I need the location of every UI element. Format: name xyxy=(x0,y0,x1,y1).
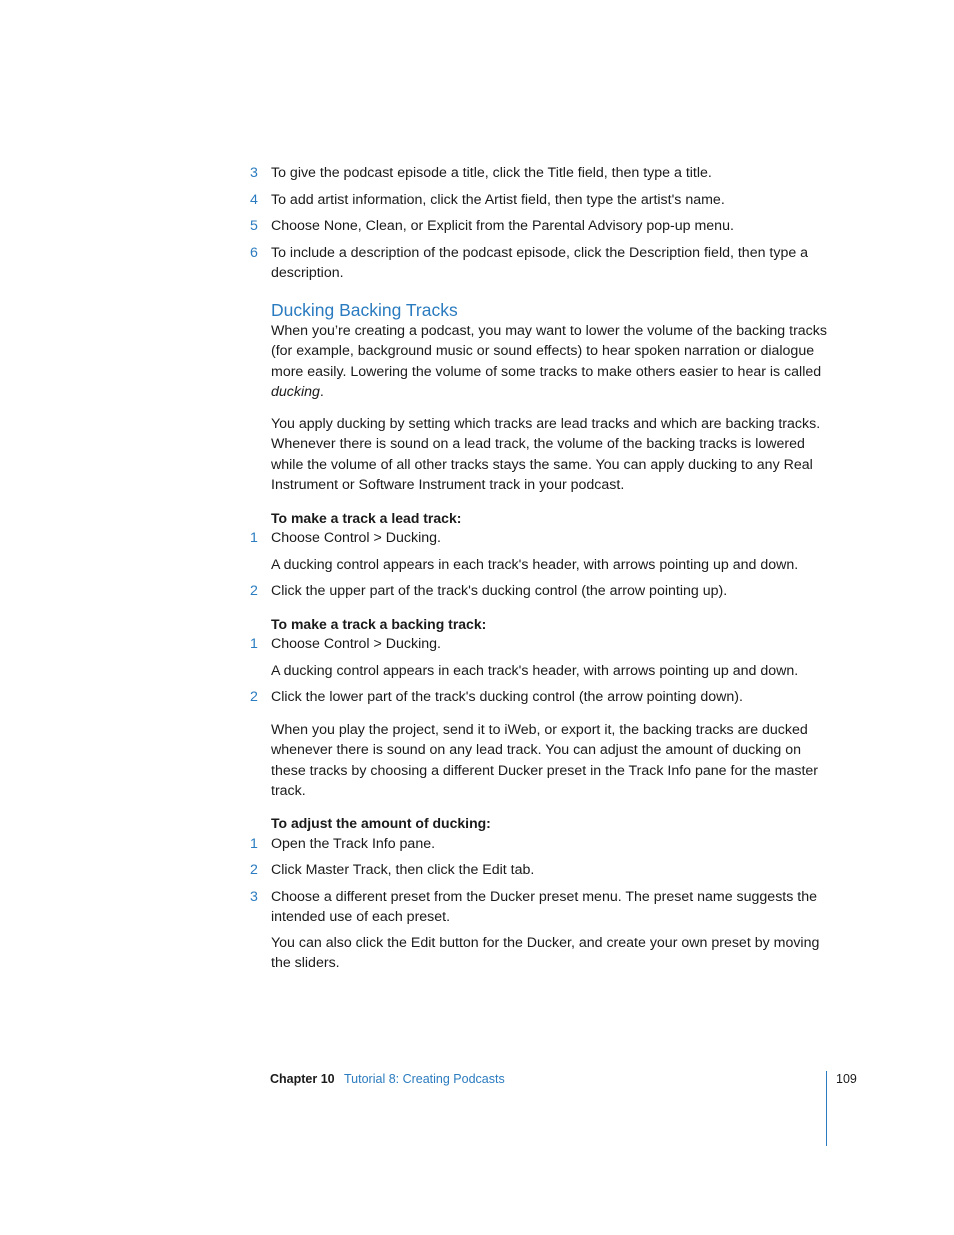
step-number: 1 xyxy=(250,530,258,546)
step-number: 3 xyxy=(250,889,258,905)
step-text: Click Master Track, then click the Edit tab. xyxy=(271,862,535,878)
step-number: 2 xyxy=(250,862,258,878)
step-number: 5 xyxy=(250,218,258,234)
step-text: To include a description of the podcast episode, click the Description field, then type a description. xyxy=(271,245,809,282)
step-note: A ducking control appears in each track's header, with arrows pointing up and down. xyxy=(271,557,799,573)
intro-end: . xyxy=(319,383,324,400)
step-text: Click the lower part of the track's ducking control (the arrow pointing down). xyxy=(271,689,743,705)
step-text: Click the upper part of the track's ducking control (the arrow pointing up). xyxy=(271,583,728,599)
intro-text: When you’re creating a podcast, you may want to lower the volume of the backing tracks (for example, background music or sound effects) to hear spoken narration or dialogue more easily. Lowering the volume of some tracks to make others easier to hear is called xyxy=(271,323,827,380)
step-text: To add artist information, click the Artist field, then type the artist's name. xyxy=(271,192,725,208)
task-title-adjust: To adjust the amount of ducking: xyxy=(271,815,491,831)
step-number: 2 xyxy=(250,689,258,705)
footer-divider xyxy=(826,1071,827,1146)
step-number: 6 xyxy=(250,245,258,261)
footer-chapter-title: Tutorial 8: Creating Podcasts xyxy=(344,1072,505,1086)
page-number: 109 xyxy=(836,1072,857,1086)
ducking-paragraph: You apply ducking by setting which tracks are lead tracks and which are backing tracks. Whenever there is sound on a lead track, the volume of the backing tracks is lowered while the volume of all other tracks stays the same. You can apply ducking to any Real Instrument or Software Instrument track in your podcast. xyxy=(271,416,821,493)
step-number: 4 xyxy=(250,192,258,208)
step-number: 1 xyxy=(250,836,258,852)
step-text: Choose Control > Ducking. xyxy=(271,530,441,546)
section-heading: Ducking Backing Tracks xyxy=(271,300,458,320)
step-text: Choose a different preset from the Ducker preset menu. The preset name suggests the intended use of each preset. xyxy=(271,889,817,926)
task-title-backing: To make a track a backing track: xyxy=(271,616,487,632)
step-text: Choose Control > Ducking. xyxy=(271,636,441,652)
step-note: You can also click the Edit button for the Ducker, and create your own preset by moving the sliders. xyxy=(271,935,820,972)
step-number: 2 xyxy=(250,583,258,599)
intro-emphasis: ducking xyxy=(271,383,320,400)
step-text: To give the podcast episode a title, click the Title field, then type a title. xyxy=(271,165,712,181)
step-text: Open the Track Info pane. xyxy=(271,836,436,852)
step-note: A ducking control appears in each track's header, with arrows pointing up and down. xyxy=(271,663,799,679)
step-text: Choose None, Clean, or Explicit from the Parental Advisory pop-up menu. xyxy=(271,218,734,234)
step-number: 1 xyxy=(250,636,258,652)
task-title-lead: To make a track a lead track: xyxy=(271,510,462,526)
backing-summary-paragraph: When you play the project, send it to iWeb, or export it, the backing tracks are ducked whenever there is sound on any lead track. You can adjust the amount of ducking on these tracks by choosing a different Ducker preset in the Track Info pane for the master track. xyxy=(271,722,819,799)
step-number: 3 xyxy=(250,165,258,181)
footer-chapter: Chapter 10 xyxy=(270,1072,335,1086)
intro-paragraph xyxy=(271,321,831,402)
